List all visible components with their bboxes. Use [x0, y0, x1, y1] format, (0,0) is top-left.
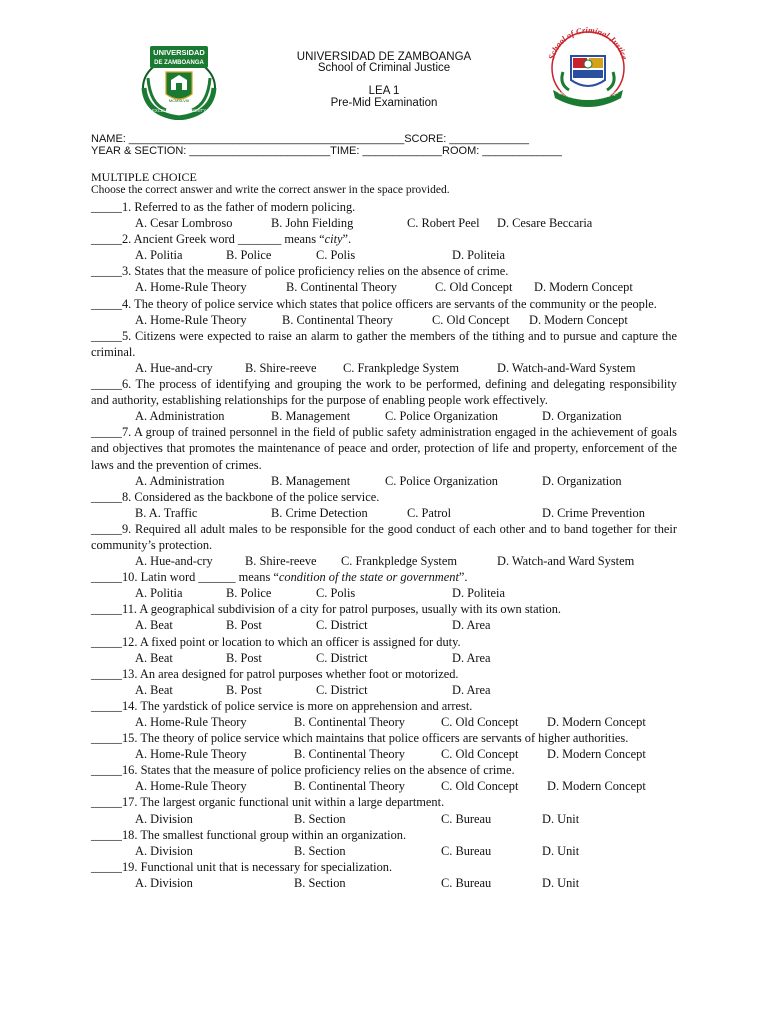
question-17: _____17. The largest organic functional unit within a large department.	[91, 795, 445, 810]
option-5-c: C. Frankpledge System	[343, 360, 459, 375]
question-10: _____10. Latin word ______ means “condition of the state or government”.	[91, 570, 468, 585]
option-2-a: A. Politia	[135, 248, 183, 263]
name-score-line[interactable]: NAME: _____________________________________________SCORE: _____________	[91, 133, 529, 145]
option-18-c: C. Bureau	[441, 843, 492, 858]
option-13-b: B. Post	[226, 682, 262, 697]
option-1-b: B. John Fielding	[271, 216, 354, 231]
option-6-b: B. Management	[271, 409, 351, 424]
option-9-a: A. Hue-and-cry	[135, 554, 213, 569]
option-6-c: C. Police Organization	[385, 409, 498, 424]
option-15-a: A. Home-Rule Theory	[135, 747, 247, 762]
option-4-c: C. Old Concept	[432, 312, 510, 327]
option-16-a: A. Home-Rule Theory	[135, 779, 247, 794]
university-name: UNIVERSIDAD DE ZAMBOANGA	[296, 51, 472, 63]
option-12-a: A. Beat	[135, 650, 173, 665]
question-5: _____5. Citizens were expected to raise an alarm to gather the members of the tithing and to pursue and capture the criminal.	[91, 328, 677, 359]
question-18: _____18. The smallest functional group within an organization.	[91, 827, 407, 842]
option-17-b: B. Section	[294, 811, 346, 826]
options-3	[91, 279, 677, 295]
logo-text-mid: DE ZAMBOANGA	[154, 60, 204, 66]
option-5-b: B. Shire-reeve	[245, 360, 317, 375]
option-7-b: B. Management	[271, 473, 351, 488]
option-12-d: D. Area	[452, 650, 491, 665]
option-4-a: A. Home-Rule Theory	[135, 312, 247, 327]
question-3: _____3. States that the measure of police proficiency relies on the absence of crime.	[91, 264, 509, 279]
option-9-d: D. Watch-and Ward System	[497, 554, 635, 569]
question-6: _____6. The process of identifying and grouping the work to be performed, defining and delegating responsibility and authority, establishing relationships for the purpose of enabling people work effectively.	[91, 377, 677, 408]
option-6-a: A. Administration	[135, 409, 225, 424]
option-7-c: C. Police Organization	[385, 473, 498, 488]
option-16-d: D. Modern Concept	[547, 779, 646, 794]
option-13-a: A. Beat	[135, 682, 173, 697]
option-7-a: A. Administration	[135, 473, 225, 488]
exam-header	[0, 44, 768, 114]
options-6	[91, 408, 677, 424]
option-8-a: B. A. Traffic	[135, 505, 198, 520]
options-9	[91, 553, 677, 569]
option-12-c: C. District	[316, 650, 368, 665]
question-8: _____8. Considered as the backbone of the police service.	[91, 489, 380, 504]
option-14-c: C. Old Concept	[441, 715, 519, 729]
options-13	[91, 682, 677, 698]
option-12-b: B. Post	[226, 650, 262, 665]
option-19-d: D. Unit	[542, 875, 580, 890]
logo-ribbon-text: Universidad De Zamboanga	[557, 89, 619, 103]
school-name: School of Criminal Justice	[317, 62, 451, 74]
options-18	[91, 843, 677, 859]
option-16-c: C. Old Concept	[441, 779, 519, 794]
options-14	[91, 714, 677, 730]
option-10-d: D. Politeia	[452, 586, 505, 601]
option-8-c: C. Patrol	[407, 505, 452, 520]
option-18-a: A. Division	[135, 843, 193, 858]
option-15-c: C. Old Concept	[441, 747, 519, 762]
question-13: _____13. An area designed for patrol purposes whether foot or motorized.	[91, 666, 459, 681]
question-19: _____19. Functional unit that is necessary for specialization.	[91, 859, 393, 874]
option-9-b: B. Shire-reeve	[245, 554, 317, 569]
question-1: _____1. Referred to as the father of modern policing.	[91, 200, 356, 214]
logo-text-bottom: EXCELLENCE · INTEGRITY	[152, 108, 206, 113]
options-15	[91, 746, 677, 762]
option-11-b: B. Post	[226, 618, 262, 633]
year-section-line[interactable]: YEAR & SECTION: _______________________TIME: _____________ROOM: _____________	[91, 145, 562, 157]
option-8-d: D. Crime Prevention	[542, 505, 645, 520]
option-11-d: D. Area	[452, 618, 491, 633]
question-12: _____12. A fixed point or location to which an officer is assigned for duty.	[91, 634, 461, 649]
option-3-c: C. Old Concept	[435, 280, 513, 295]
exam-title: Pre-Mid Examination	[330, 97, 438, 109]
options-5	[91, 360, 677, 376]
question-14: _____14. The yardstick of police service is more on apprehension and arrest.	[91, 698, 473, 713]
option-14-b: B. Continental Theory	[294, 715, 405, 729]
option-19-a: A. Division	[135, 875, 193, 890]
option-17-a: A. Division	[135, 811, 193, 826]
option-2-b: B. Police	[226, 248, 272, 263]
option-19-c: C. Bureau	[441, 875, 492, 890]
option-14-d: D. Modern Concept	[547, 715, 646, 729]
option-16-b: B. Continental Theory	[294, 779, 405, 794]
option-8-b: B. Crime Detection	[271, 505, 368, 520]
option-15-d: D. Modern Concept	[547, 747, 646, 762]
options-8	[91, 505, 677, 521]
option-13-c: C. District	[316, 682, 368, 697]
option-3-a: A. Home-Rule Theory	[135, 280, 247, 295]
option-10-a: A. Politia	[135, 586, 183, 601]
option-15-b: B. Continental Theory	[294, 747, 405, 762]
option-1-d: D. Cesare Beccaria	[497, 216, 593, 231]
option-18-b: B. Section	[294, 843, 346, 858]
option-3-d: D. Modern Concept	[534, 280, 633, 295]
option-11-c: C. District	[316, 618, 368, 633]
course-code: LEA 1	[368, 85, 400, 97]
options-17	[91, 811, 677, 827]
instructions: Choose the correct answer and write the correct answer in the space provided.	[91, 184, 450, 196]
option-2-c: C. Polis	[316, 248, 356, 263]
option-13-d: D. Area	[452, 682, 491, 697]
option-19-b: B. Section	[294, 875, 346, 890]
option-4-b: B. Continental Theory	[282, 312, 393, 327]
option-4-d: D. Modern Concept	[529, 312, 628, 327]
question-16: _____16. States that the measure of police proficiency relies on the absence of crime.	[91, 763, 515, 778]
option-17-c: C. Bureau	[441, 811, 492, 826]
question-list	[91, 199, 677, 891]
options-1	[91, 215, 677, 231]
option-10-b: B. Police	[226, 586, 272, 601]
option-11-a: A. Beat	[135, 618, 173, 633]
option-2-d: D. Politeia	[452, 248, 505, 263]
option-1-c: C. Robert Peel	[407, 216, 480, 231]
option-9-c: C. Frankpledge System	[341, 554, 457, 569]
options-2	[91, 247, 677, 263]
logo-year: MCMXLVIII	[168, 98, 190, 103]
option-3-b: B. Continental Theory	[286, 280, 397, 295]
question-7: _____7. A group of trained personnel in the field of public safety administration engaged in the achievement of goals and objectives that promotes the maintenance of peace and order, protection of life and property, enforcement of the laws and the prevention of crimes.	[91, 425, 677, 472]
options-4	[91, 312, 677, 328]
options-19	[91, 875, 677, 891]
option-18-d: D. Unit	[542, 843, 580, 858]
options-10	[91, 585, 677, 601]
question-4: _____4. The theory of police service which states that police officers are servants of the community or the people.	[91, 296, 657, 311]
question-2: _____2. Ancient Greek word _______ means “city”.	[91, 232, 352, 247]
option-17-d: D. Unit	[542, 811, 580, 826]
logo-ring-text: School of Criminal Justice	[546, 24, 630, 61]
section-title: MULTIPLE CHOICE	[91, 170, 197, 184]
option-7-d: D. Organization	[542, 473, 622, 488]
options-16	[91, 778, 677, 794]
options-7	[91, 473, 677, 489]
option-1-a: A. Cesar Lombroso	[135, 216, 233, 231]
option-14-a: A. Home-Rule Theory	[135, 715, 247, 729]
option-5-d: D. Watch-and-Ward System	[497, 360, 636, 375]
option-10-c: C. Polis	[316, 586, 356, 601]
question-9: _____9. Required all adult males to be responsible for the good conduct of each other and to band together for their community’s protection.	[91, 521, 677, 552]
option-5-a: A. Hue-and-cry	[135, 360, 213, 375]
question-15: _____15. The theory of police service which maintains that police officers are servants of higher authorities.	[91, 731, 629, 746]
options-11	[91, 617, 677, 633]
question-11: _____11. A geographical subdivision of a city for patrol purposes, usually with its own station.	[91, 602, 561, 617]
option-6-d: D. Organization	[542, 409, 622, 424]
options-12	[91, 650, 677, 666]
logo-text-top: UNIVERSIDAD	[153, 48, 205, 57]
